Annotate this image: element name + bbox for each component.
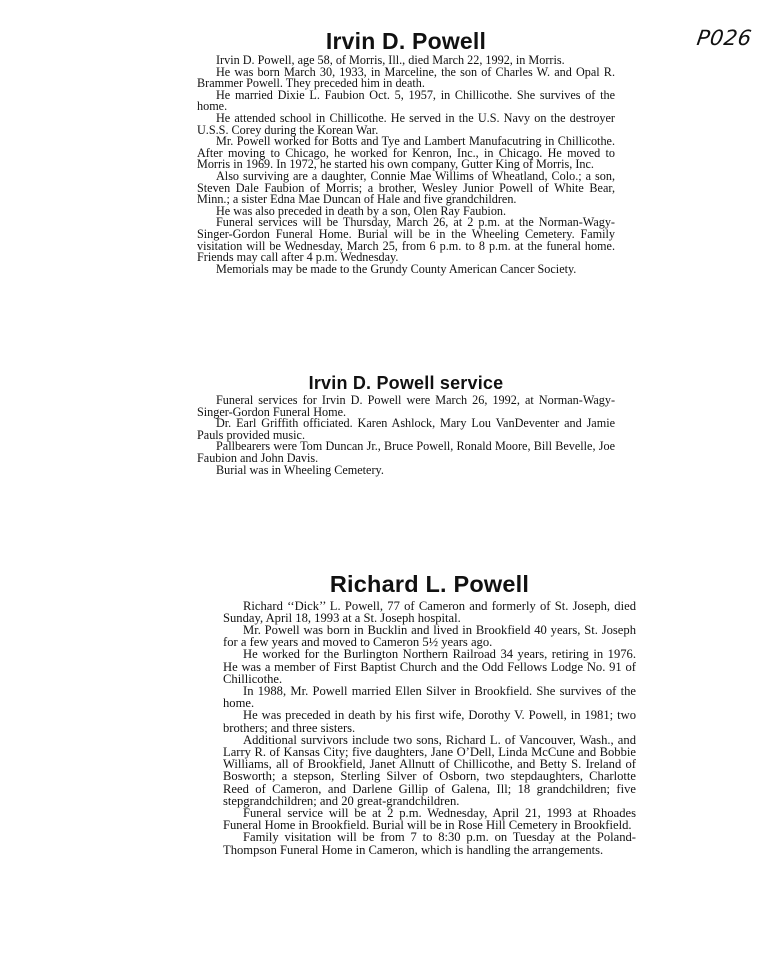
paragraph: Mr. Powell worked for Botts and Tye and Lambert Manufacutring in Chillicothe. After moving to Chicago, he worked for Kenron, Inc., in Chicago. He moved to Morris in 1969. In 1972, he started his own company, Gutter King of Morris, Inc.: [197, 134, 615, 172]
paragraph: He worked for the Burlington Northern Railroad 34 years, retiring in 1976. He was a member of First Baptist Church and the Odd Fellows Lodge No. 91 of Chillicothe.: [223, 647, 636, 686]
paragraph: Funeral services will be Thursday, March 26, at 2 p.m. at the Norman-Wagy-Singer-Gordon Funeral Home. Burial will be in the Wheeling Cemetery. Family visitation will be Wednesday, March 25, from 6 p.m. to 8 p.m. at the funeral home. Friends may call after 4 p.m. Wednesday.: [197, 215, 615, 265]
paragraph: Additional survivors include two sons, Richard L. of Vancouver, Wash., and Larry R. of Kansas City; five daughters, Jane O’Dell, Linda McCune and Bobbie Williams, all of Brookfield, Janet Allnutt of Chillicothe, and Betty S. Ireland of Bosworth; a stepson, Sterling Silver of Osborn, two stepdaughters, Charlotte Reed of Cameron, and Darlene Gillip of Galena, Ill; 18 grandchildren; five stepgrandchildren; and 20 great-grandchildren.: [223, 732, 636, 808]
service-notice-irvin-powell: [197, 374, 615, 476]
paragraph: Dr. Earl Griffith officiated. Karen Ashlock, Mary Lou VanDeventer and Jamie Pauls provided music.: [197, 416, 615, 442]
headline: Irvin D. Powell: [325, 28, 487, 54]
paragraph: Burial was in Wheeling Cemetery.: [216, 462, 384, 477]
paragraph: Funeral service will be at 2 p.m. Wednesday, April 21, 1993 at Rhoades Funeral Home in Brookfield. Burial will be in Rose Hill Cemetery in Brookfield.: [223, 805, 636, 833]
paragraph: Richard ‘‘Dick’’ L. Powell, 77 of Cameron and formerly of St. Joseph, died Sunday, April 18, 1993 at a St. Joseph hospital.: [223, 598, 636, 625]
paragraph: Family visitation will be from 7 to 8:30 p.m. on Tuesday at the Poland-Thompson Funeral Home in Cameron, which is handling the arrangements.: [223, 830, 636, 857]
paragraph: He attended school in Chillicothe. He served in the U.S. Navy on the destroyer U.S.S. Corey during the Korean War.: [197, 110, 615, 137]
paragraph: In 1988, Mr. Powell married Ellen Silver in Brookfield. She survives of the home.: [223, 683, 636, 711]
paragraph: He married Dixie L. Faubion Oct. 5, 1957, in Chillicothe. She survives of the home.: [197, 87, 615, 114]
paragraph: Funeral services for Irvin D. Powell were March 26, 1992, at Norman-Wagy-Singer-Gordon Funeral Home.: [197, 393, 615, 419]
handwritten-page-number: P026: [695, 26, 754, 50]
paragraph: He was born March 30, 1933, in Marceline, the son of Charles W. and Opal R. Brammer Powell. They preceded him in death.: [197, 64, 615, 91]
paragraph: Mr. Powell was born in Bucklin and lived in Brookfield 40 years, St. Joseph for a few years and moved to Cameron 5½ years ago.: [223, 622, 636, 650]
paragraph: Pallbearers were Tom Duncan Jr., Bruce Powell, Ronald Moore, Bill Bevelle, Joe Faubion and John Davis.: [197, 439, 615, 465]
obituary-irvin-powell: [197, 30, 615, 275]
paragraph: Also surviving are a daughter, Connie Mae Willims of Wheatland, Colo.; a son, Steven Dale Faubion of Morris; a brother, Wesley Junior Powell of White Bear, Minn.; a sister Edna Mae Duncan of Hale and five grandchildren.: [197, 168, 615, 207]
headline: Irvin D. Powell service: [308, 373, 504, 393]
paragraph: He was preceded in death by his first wife, Dorothy V. Powell, in 1981; two brothers; and three sisters.: [223, 708, 636, 735]
paragraph: Irvin D. Powell, age 58, of Morris, Ill., died March 22, 1992, in Morris.: [216, 53, 565, 67]
headline: Richard L. Powell: [329, 571, 530, 597]
paragraph: He was also preceded in death by a son, Olen Ray Faubion.: [216, 203, 507, 218]
obituary-richard-powell: [223, 573, 636, 856]
paragraph: Memorials may be made to the Grundy County American Cancer Society.: [216, 261, 577, 276]
